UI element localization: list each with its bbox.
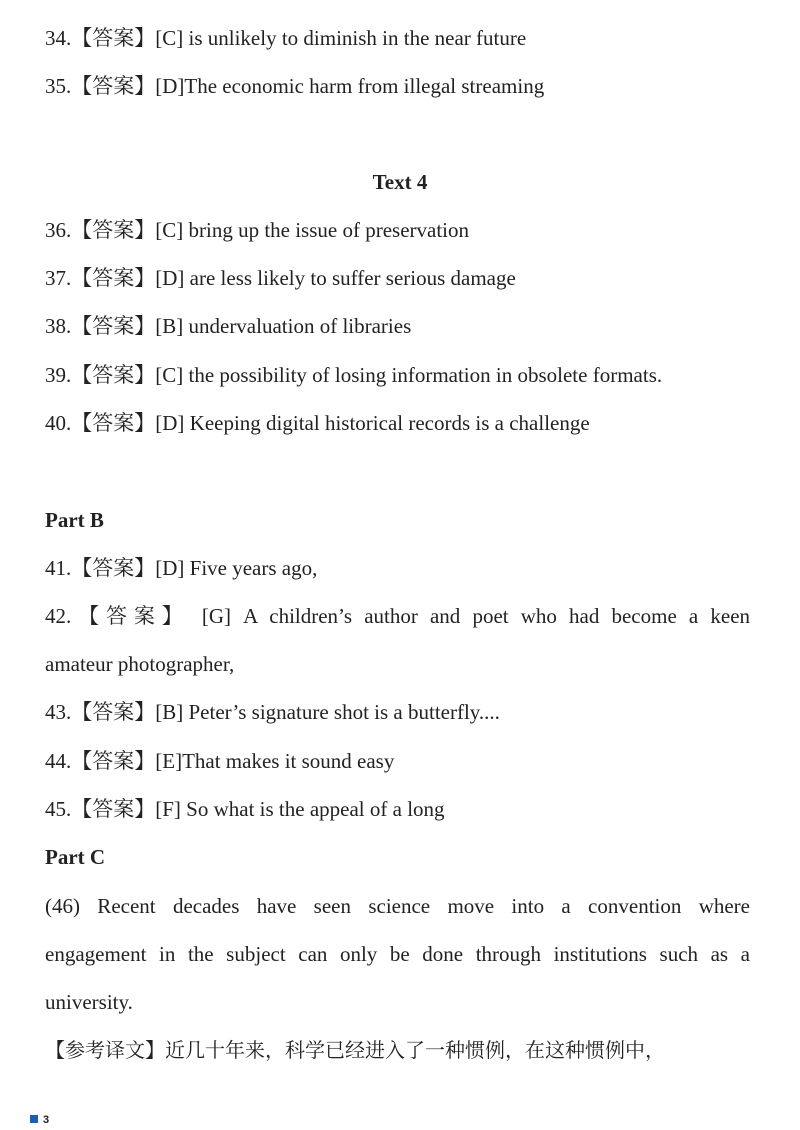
paragraph-46-line-2: engagement in the subject can only be done through institutions such as a (45, 942, 750, 966)
translation-text: 近几十年来，科学已经进入了一种惯例，在这种惯例中， (165, 1038, 665, 1062)
translation-tag: 【参考译文】 (45, 1038, 165, 1062)
answer-42-continuation: amateur photographer, (45, 652, 235, 676)
answer-42: 42.【答案】 [G] A children’s author and poet who had become a keen (45, 604, 751, 628)
answer-45: 45.【答案】[F] So what is the appeal of a long (45, 797, 445, 821)
page-number: 3 (43, 1114, 50, 1126)
reference-translation (45, 1036, 750, 1064)
square-bullet-icon (30, 1115, 38, 1123)
answer-36: 36.【答案】[C] bring up the issue of preservation (45, 218, 470, 242)
section-heading-part-b: Part B (45, 508, 104, 532)
page-footer (30, 1114, 49, 1126)
answer-39: 39.【答案】[C] the possibility of losing information in obsolete formats. (45, 363, 663, 387)
answer-35: 35.【答案】[D]The economic harm from illegal streaming (45, 74, 545, 98)
answer-37: 37.【答案】[D] are less likely to suffer serious damage (45, 266, 516, 290)
section-heading-part-c: Part C (45, 845, 106, 869)
answer-41: 41.【答案】[D] Five years ago, (45, 556, 318, 580)
section-heading-text4: Text 4 (372, 170, 428, 194)
answer-44: 44.【答案】[E]That makes it sound easy (45, 749, 395, 773)
answer-34: 34.【答案】[C] is unlikely to diminish in the near future (45, 26, 527, 50)
answer-43: 43.【答案】[B] Peter’s signature shot is a butterfly.... (45, 700, 500, 724)
paragraph-46-line-1: (46) Recent decades have seen science move into a convention where (45, 894, 750, 918)
answer-38: 38.【答案】[B] undervaluation of libraries (45, 314, 412, 338)
answer-40: 40.【答案】[D] Keeping digital historical records is a challenge (45, 411, 590, 435)
paragraph-46-line-3: university. (45, 990, 133, 1014)
